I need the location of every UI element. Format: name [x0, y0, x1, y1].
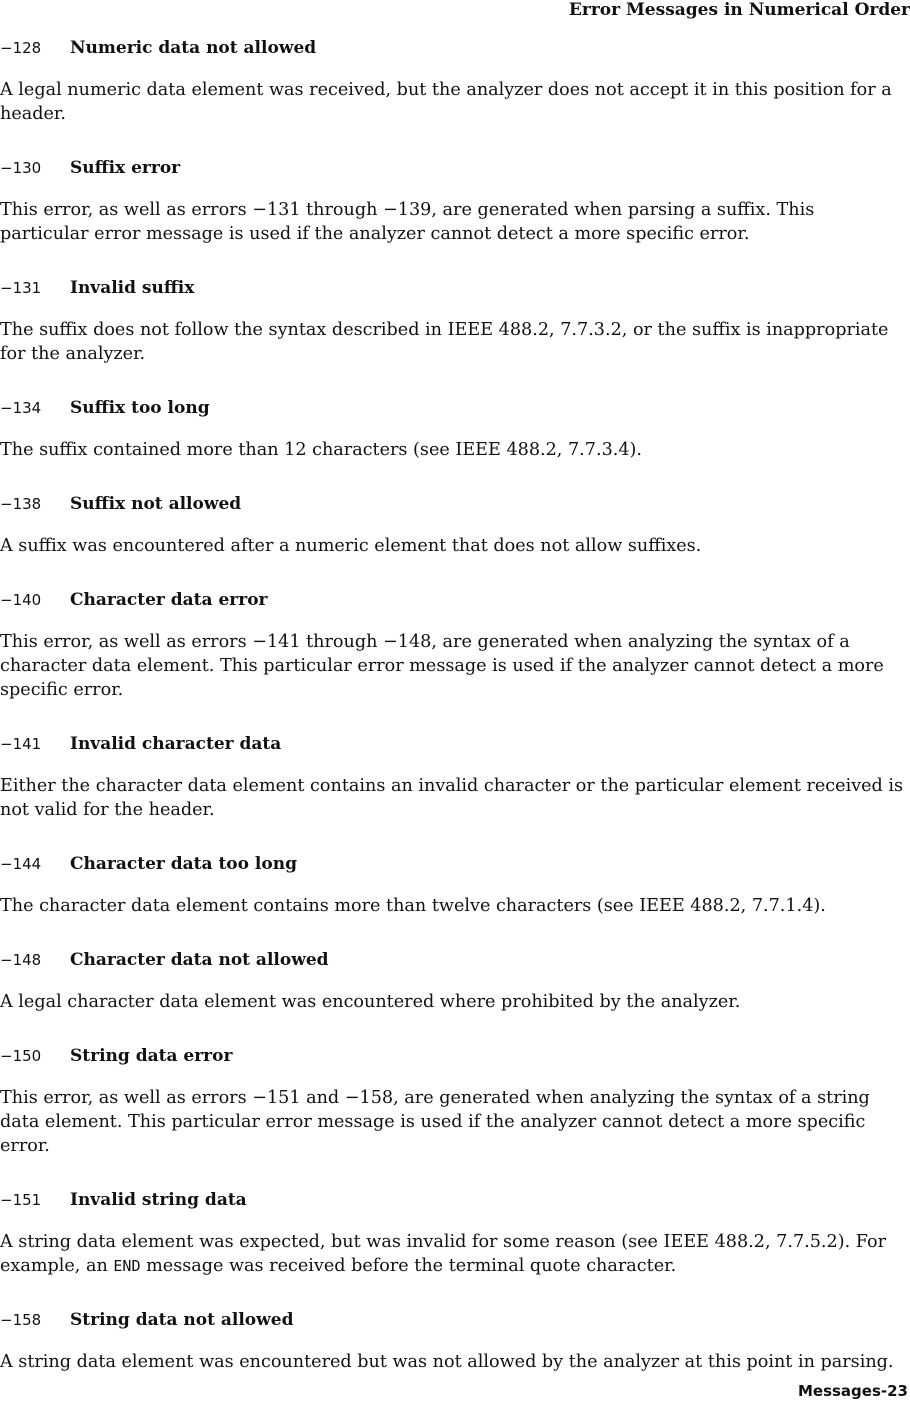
error-entry-134: [0, 396, 908, 462]
entry-heading: [0, 948, 908, 972]
description-text-before: A string data element was expected, but was invalid for some reason (see IEEE 488.2, 7.7.5.2). For example, an: [0, 1232, 887, 1276]
error-title: Character data error: [70, 590, 268, 610]
error-description: This error, as well as errors −131 through −139, are generated when parsing a suffix. This particular error message is used if the analyzer cannot detect a more specific error.: [0, 200, 815, 244]
error-description: The suffix does not follow the syntax described in IEEE 488.2, 7.7.3.2, or the suffix is inappropriate for the analyzer.: [0, 320, 889, 364]
error-entry-148: [0, 948, 908, 1014]
error-code: −148: [0, 951, 42, 969]
entry-heading: [0, 396, 908, 420]
entry-heading: [0, 36, 908, 60]
error-entry-128: [0, 36, 908, 126]
entry-heading: [0, 156, 908, 180]
error-title: Suffix too long: [70, 398, 210, 418]
error-title: Invalid suffix: [70, 278, 195, 298]
error-message-list: [0, 36, 908, 1404]
error-entry-138: [0, 492, 908, 558]
error-description: A legal character data element was encountered where prohibited by the analyzer.: [0, 992, 741, 1012]
error-title: String data error: [70, 1046, 233, 1066]
error-entry-151: [0, 1188, 908, 1278]
description-text-after: message was received before the terminal quote character.: [140, 1256, 677, 1276]
error-description: This error, as well as errors −141 through −148, are generated when analyzing the syntax of a character data element. This particular error message is used if the analyzer cannot detect a more specific error.: [0, 632, 884, 700]
error-title: Invalid string data: [70, 1190, 247, 1210]
error-code: −128: [0, 39, 42, 57]
error-title: Suffix error: [70, 158, 181, 178]
error-description: A string data element was encountered but was not allowed by the analyzer at this point in parsing.: [0, 1352, 894, 1372]
error-description: The suffix contained more than 12 characters (see IEEE 488.2, 7.7.3.4).: [0, 440, 643, 460]
error-code: −158: [0, 1311, 42, 1329]
error-description: The character data element contains more than twelve characters (see IEEE 488.2, 7.7.1.4).: [0, 896, 826, 916]
entry-heading: [0, 492, 908, 516]
error-description: [0, 1230, 908, 1278]
error-title: Character data not allowed: [70, 950, 329, 970]
error-entry-158: [0, 1308, 908, 1374]
error-code: −144: [0, 855, 42, 873]
error-entry-141: [0, 732, 908, 822]
entry-heading: [0, 732, 908, 756]
end-keyword: END: [113, 1257, 141, 1275]
error-description: A legal numeric data element was received, but the analyzer does not accept it in this position for a header.: [0, 80, 892, 124]
error-title: Numeric data not allowed: [70, 38, 317, 58]
error-title: Character data too long: [70, 854, 297, 874]
entry-heading: [0, 276, 908, 300]
entry-heading: [0, 1188, 908, 1212]
entry-heading: [0, 1044, 908, 1068]
error-title: String data not allowed: [70, 1310, 294, 1330]
error-code: −150: [0, 1047, 42, 1065]
error-description: This error, as well as errors −151 and −158, are generated when analyzing the syntax of a string data element. This particular error message is used if the analyzer cannot detect a more specific error.: [0, 1088, 870, 1156]
entry-heading: [0, 852, 908, 876]
entry-heading: [0, 1308, 908, 1332]
error-entry-144: [0, 852, 908, 918]
error-title: Suffix not allowed: [70, 494, 242, 514]
error-entry-130: [0, 156, 908, 246]
running-header: Error Messages in Numerical Order: [568, 0, 910, 20]
error-code: −141: [0, 735, 42, 753]
error-code: −151: [0, 1191, 42, 1209]
error-description: A suffix was encountered after a numeric element that does not allow suffixes.: [0, 536, 702, 556]
error-entry-140: [0, 588, 908, 702]
page-number: Messages-23: [797, 1382, 908, 1400]
error-entry-150: [0, 1044, 908, 1158]
entry-heading: [0, 588, 908, 612]
error-title: Invalid character data: [70, 734, 282, 754]
error-description: Either the character data element contains an invalid character or the particular element received is not valid for the header.: [0, 776, 904, 820]
error-code: −140: [0, 591, 42, 609]
error-code: −131: [0, 279, 42, 297]
error-code: −138: [0, 495, 42, 513]
error-code: −130: [0, 159, 42, 177]
error-entry-131: [0, 276, 908, 366]
error-code: −134: [0, 399, 42, 417]
